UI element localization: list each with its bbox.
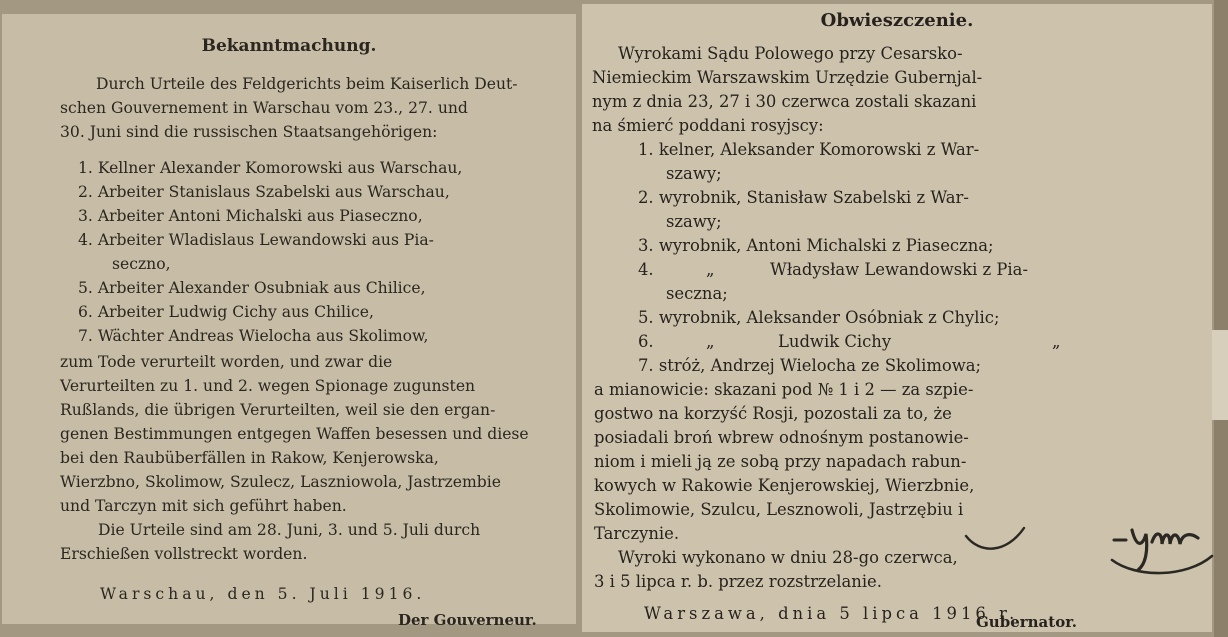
german-intro-line-3: 30. Juni sind die russischen Staatsangehörigen: (60, 123, 438, 141)
polish-item-4-number: 4. (638, 260, 654, 279)
german-body-line-3: Rußlands, die übrigen Verurteilten, weil sie den ergan- (60, 401, 496, 419)
polish-body-line-2: gostwo na korzyść Rosji, pozostali za to, że (594, 404, 952, 423)
polish-item-3: 3. wyrobnik, Antoni Michalski z Piaseczna; (638, 236, 994, 255)
polish-item-2-cont: szawy; (666, 212, 722, 231)
polish-intro-line-4: na śmierć poddani rosyjscy: (592, 116, 824, 135)
polish-title: Obwieszczenie. (820, 10, 974, 31)
handwritten-stroke (962, 522, 1032, 556)
polish-body-line-5: kowych w Rakowie Kenjerowskiej, Wierzbnie, (594, 476, 975, 495)
polish-item-6: Ludwik Cichy (778, 332, 892, 351)
german-body-line-9: Erschießen vollstreckt worden. (60, 545, 308, 563)
german-body-line-4: genen Bestimmungen entgegen Waffen besessen und diese (60, 425, 529, 443)
polish-item-1: 1. kelner, Aleksander Komorowski z War- (638, 140, 980, 159)
german-item-4-cont: seczno, (112, 255, 171, 273)
german-body-line-1: zum Tode verurteilt worden, und zwar die (60, 353, 393, 371)
polish-item-4: Władysław Lewandowski z Pia- (770, 260, 1028, 279)
polish-item-5: 5. wyrobnik, Aleksander Osóbniak z Chylic; (638, 308, 1000, 327)
paper-scrap (1212, 330, 1228, 420)
polish-body-line-8: Wyroki wykonano w dniu 28-go czerwca, (618, 548, 958, 567)
polish-item-6-ditto-end: „ (1052, 332, 1061, 351)
german-intro-line-2: schen Gouvernement in Warschau vom 23., 27. und (60, 99, 468, 117)
german-intro-line-1: Durch Urteile des Feldgerichts beim Kaiserlich Deut- (96, 75, 518, 93)
german-item-3: 3. Arbeiter Antoni Michalski aus Piaseczno, (78, 207, 423, 225)
polish-body-line-6: Skolimowie, Szulcu, Lesznowoli, Jastrzębiu i (594, 500, 964, 519)
polish-body-line-1: a mianowicie: skazani pod № 1 i 2 — za szpie- (594, 380, 974, 399)
polish-item-4-cont: seczna; (666, 284, 728, 303)
polish-signature: Gubernator. (976, 613, 1077, 631)
german-body-line-2: Verurteilten zu 1. und 2. wegen Spionage zugunsten (60, 377, 476, 395)
polish-body-line-3: posiadali broń wbrew odnośnym postanowie- (594, 428, 969, 447)
polish-body-line-4: niom i mieli ją ze sobą przy napadach rabun- (594, 452, 967, 471)
german-signature: Der Gouverneur. (398, 611, 537, 629)
german-title: Bekanntmachung. (201, 36, 377, 56)
polish-item-6-ditto: „ (706, 332, 715, 351)
german-body-line-7: und Tarczyn mit sich geführt haben. (60, 497, 347, 515)
handwritten-mark (1106, 512, 1218, 582)
german-place-date: Warschau, den 5. Juli 1916. (100, 585, 426, 603)
german-body-line-6: Wierzbno, Skolimow, Szulecz, Laszniowola, Jastrzembie (60, 473, 501, 491)
polish-body-line-9: 3 i 5 lipca r. b. przez rozstrzelanie. (594, 572, 882, 591)
polish-item-2: 2. wyrobnik, Stanisław Szabelski z War- (638, 188, 969, 207)
polish-place-date: Warszawa, dnia 5 lipca 1916 r. (644, 604, 1019, 623)
german-notice (2, 14, 576, 629)
german-item-7: 7. Wächter Andreas Wielocha aus Skolimow, (78, 327, 429, 345)
german-body-line-8: Die Urteile sind am 28. Juni, 3. und 5. Juli durch (98, 521, 481, 539)
polish-item-7: 7. stróż, Andrzej Wielocha ze Skolimowa; (638, 356, 982, 375)
german-item-6: 6. Arbeiter Ludwig Cichy aus Chilice, (78, 303, 374, 321)
polish-intro-line-2: Niemieckim Warszawskim Urzędzie Gubernjal- (592, 68, 983, 87)
german-item-2: 2. Arbeiter Stanislaus Szabelski aus Warschau, (78, 183, 450, 201)
german-item-1: 1. Kellner Alexander Komorowski aus Warschau, (78, 159, 463, 177)
polish-item-4-ditto: „ (706, 260, 715, 279)
polish-item-6-number: 6. (638, 332, 654, 351)
polish-intro-line-1: Wyrokami Sądu Polowego przy Cesarsko- (618, 44, 963, 63)
german-item-5: 5. Arbeiter Alexander Osubniak aus Chilice, (78, 279, 426, 297)
german-item-4: 4. Arbeiter Wladislaus Lewandowski aus Pia- (78, 231, 434, 249)
polish-item-1-cont: szawy; (666, 164, 722, 183)
polish-body-line-7: Tarczynie. (594, 524, 680, 543)
german-body-line-5: bei den Raubüberfällen in Rakow, Kenjerowska, (60, 449, 439, 467)
polish-intro-line-3: nym z dnia 23, 27 i 30 czerwca zostali skazani (592, 92, 977, 111)
